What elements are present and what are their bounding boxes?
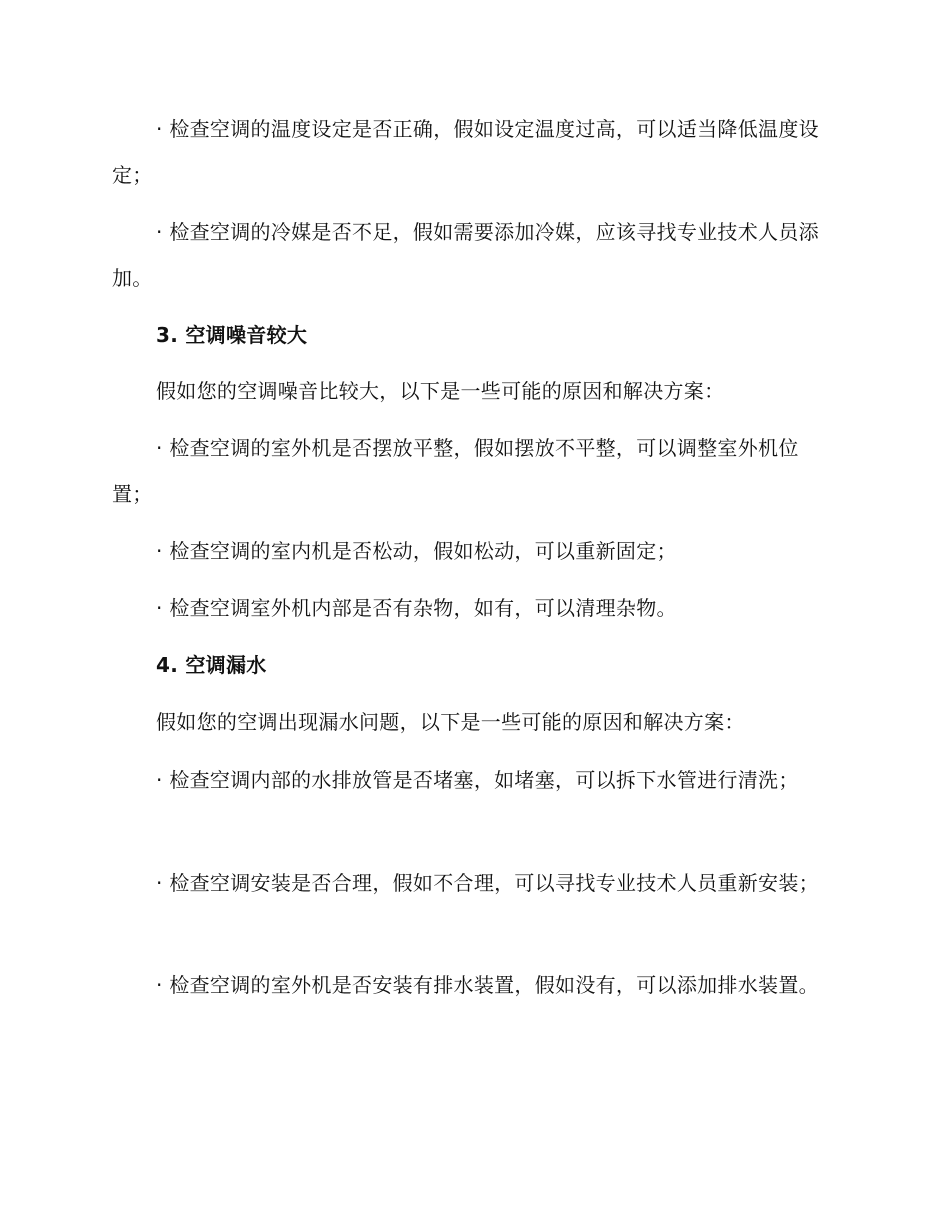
bullet-outdoor-unit-level: · 检查空调的室外机是否摆放平整，假如摆放不平整，可以调整室外机位置；	[112, 436, 799, 506]
bullet-drain-pipe: · 检查空调内部的水排放管是否堵塞，如堵塞，可以拆下水管进行清洗；	[156, 768, 799, 792]
bullet-installation: · 检查空调安装是否合理，假如不合理，可以寻找专业技术人员重新安装；	[156, 871, 819, 895]
section-heading-noise: 3. 空调噪音较大	[156, 323, 308, 347]
bullet-refrigerant: · 检查空调的冷媒是否不足，假如需要添加冷媒，应该寻找专业技术人员添加。	[112, 220, 819, 290]
intro-leak: 假如您的空调出现漏水问题，以下是一些可能的原因和解决方案：	[156, 710, 745, 734]
intro-noise: 假如您的空调噪音比较大，以下是一些可能的原因和解决方案：	[156, 379, 725, 403]
bullet-temperature-setting: · 检查空调的温度设定是否正确，假如设定温度过高，可以适当降低温度设定；	[112, 117, 819, 187]
section-heading-leak: 4. 空调漏水	[156, 653, 267, 677]
bullet-indoor-unit-loose: · 检查空调的室内机是否松动，假如松动，可以重新固定；	[156, 539, 677, 563]
bullet-debris: · 检查空调室外机内部是否有杂物，如有，可以清理杂物。	[156, 596, 677, 620]
bullet-drainage-device: · 检查空调的室外机是否安装有排水装置，假如没有，可以添加排水装置。	[156, 973, 819, 997]
